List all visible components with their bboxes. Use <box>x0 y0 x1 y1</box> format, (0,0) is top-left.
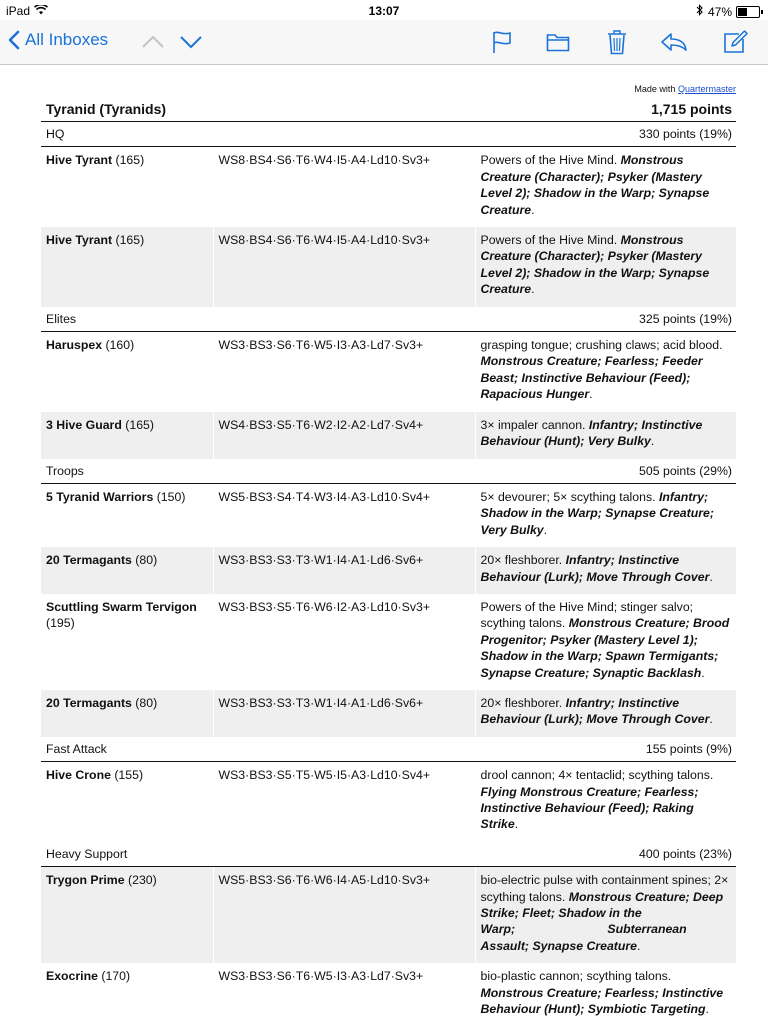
battery-level <box>738 8 747 16</box>
unit-name: 20 Termagants <box>46 695 132 710</box>
unit-rules-end: . <box>709 569 713 584</box>
unit-name: 3 Hive Guard <box>46 417 122 432</box>
section-name: Elites <box>41 307 475 332</box>
unit-wargear-cell <box>475 547 736 594</box>
unit-name: Exocrine <box>46 969 98 984</box>
battery-percent: 47% <box>707 4 732 19</box>
unit-row <box>41 412 736 459</box>
unit-cost: (160) <box>102 338 135 353</box>
back-button[interactable] <box>8 30 108 50</box>
roster-document <box>41 64 736 1026</box>
unit-wargear-cell <box>475 867 736 964</box>
flag-icon <box>491 30 513 54</box>
unit-stats: WS5·BS3·S6·T6·W6·I4·A5·Ld10·Sv3+ <box>213 867 475 964</box>
unit-cost: (195) <box>46 616 75 631</box>
unit-wargear: 3× impaler cannon. <box>480 417 589 432</box>
status-right <box>696 4 760 19</box>
unit-row <box>41 963 736 1026</box>
bluetooth-icon <box>696 4 704 19</box>
flag-button[interactable] <box>488 29 516 55</box>
army-title: Tyranid (Tyranids) <box>46 101 167 117</box>
unit-rules-end: . <box>514 817 519 832</box>
roster-table <box>41 121 736 1026</box>
unit-wargear-cell <box>475 762 736 842</box>
section-points: 400 points (23%) <box>475 842 736 867</box>
unit-rules-end: . <box>531 202 535 217</box>
section-name: Fast Attack <box>41 737 475 762</box>
unit-rules-end: . <box>637 938 641 953</box>
unit-rules-end: . <box>531 282 535 297</box>
unit-row <box>41 547 736 594</box>
compose-icon <box>723 30 749 54</box>
section-points: 155 points (9%) <box>475 737 736 762</box>
section-header-row <box>41 307 736 332</box>
unit-stats: WS5·BS3·S4·T4·W3·I4·A3·Ld10·Sv4+ <box>213 483 475 547</box>
unit-name-cell <box>41 762 213 842</box>
unit-name-cell <box>41 867 213 964</box>
unit-special-rules: Infantry; Instinctive Behaviour (Hunt); Very Bulky <box>480 417 703 449</box>
unit-special-rules: Monstrous Creature; Deep Strike; Fleet; Shadow in the Warp; Subterranean Assault; Synapse Creature <box>480 889 724 953</box>
mail-toolbar <box>0 20 768 65</box>
unit-special-rules: Monstrous Creature; Brood Progenitor; Psyker (Mastery Level 1); Shadow in the Warp; Spawn Termigants; Synapse Creature; Synaptic Backlash <box>480 616 730 680</box>
next-message-button[interactable] <box>177 29 205 55</box>
unit-name-cell <box>41 594 213 690</box>
unit-name-cell <box>41 412 213 459</box>
unit-rules-end: . <box>709 712 713 727</box>
section-header-row <box>41 459 736 484</box>
section-points: 330 points (19%) <box>475 122 736 147</box>
trash-icon <box>606 29 628 55</box>
unit-stats: WS3·BS3·S5·T5·W5·I5·A3·Ld10·Sv4+ <box>213 762 475 842</box>
section-header-row <box>41 842 736 867</box>
unit-rules-end: . <box>650 434 655 449</box>
reply-button[interactable] <box>660 29 688 55</box>
unit-wargear-cell <box>475 690 736 737</box>
unit-name: Trygon Prime <box>46 873 125 888</box>
unit-wargear-cell <box>475 412 736 459</box>
unit-cost: (150) <box>153 489 186 504</box>
unit-name: Haruspex <box>46 338 103 353</box>
folder-icon <box>546 32 570 52</box>
unit-wargear-cell <box>475 227 736 307</box>
unit-name-cell <box>41 147 213 227</box>
made-with-text: Made with <box>634 84 676 94</box>
unit-cost: (170) <box>97 969 131 984</box>
unit-row <box>41 690 736 737</box>
section-name: Heavy Support <box>41 842 475 867</box>
unit-stats: WS8·BS4·S6·T6·W4·I5·A4·Ld10·Sv3+ <box>213 147 475 227</box>
unit-name-cell <box>41 332 213 412</box>
unit-wargear-cell <box>475 963 736 1026</box>
unit-stats: WS3·BS3·S5·T6·W6·I2·A3·Ld10·Sv3+ <box>213 594 475 690</box>
unit-special-rules: Monstrous Creature; Fearless; Instinctive Behaviour (Hunt); Symbiotic Targeting <box>480 985 724 1017</box>
unit-name-cell <box>41 483 213 547</box>
unit-cost: (165) <box>112 153 145 168</box>
unit-row <box>41 483 736 547</box>
unit-wargear-cell <box>475 594 736 690</box>
section-name: Troops <box>41 459 475 484</box>
section-points: 325 points (19%) <box>475 307 736 332</box>
unit-wargear: grasping tongue; crushing claws; acid blood. <box>480 338 723 353</box>
roster-header <box>41 101 736 118</box>
unit-special-rules: Flying Monstrous Creature; Fearless; Instinctive Behaviour (Feed); Raking Strike <box>480 784 699 832</box>
section-name: HQ <box>41 122 475 147</box>
unit-stats: WS3·BS3·S6·T6·W5·I3·A3·Ld7·Sv3+ <box>213 332 475 412</box>
section-points: 505 points (29%) <box>475 459 736 484</box>
device-name: iPad <box>6 4 31 18</box>
unit-stats: WS3·BS3·S6·T6·W5·I3·A3·Ld7·Sv3+ <box>213 963 475 1026</box>
unit-wargear: 5× devourer; 5× scything talons. <box>480 489 659 504</box>
section-header-row <box>41 122 736 147</box>
battery-icon <box>736 6 760 18</box>
unit-wargear: 20× fleshborer. <box>480 553 566 568</box>
unit-wargear: 20× fleshborer. <box>480 695 566 710</box>
unit-cost: (165) <box>112 233 145 248</box>
unit-stats: WS3·BS3·S3·T3·W1·I4·A1·Ld6·Sv6+ <box>213 547 475 594</box>
unit-name-cell <box>41 547 213 594</box>
previous-message-button[interactable] <box>139 29 167 55</box>
unit-stats: WS3·BS3·S3·T3·W1·I4·A1·Ld6·Sv6+ <box>213 690 475 737</box>
unit-name: Hive Tyrant <box>46 153 113 168</box>
unit-row <box>41 762 736 842</box>
unit-row <box>41 227 736 307</box>
status-time: 13:07 <box>368 4 400 18</box>
section-header-row <box>41 737 736 762</box>
unit-wargear-cell <box>475 332 736 412</box>
chevron-left-icon <box>8 30 20 50</box>
unit-stats: WS8·BS4·S6·T6·W4·I5·A4·Ld10·Sv3+ <box>213 227 475 307</box>
unit-wargear: Powers of the Hive Mind. <box>480 153 621 168</box>
chevron-down-icon <box>179 35 203 49</box>
unit-cost: (80) <box>131 695 158 710</box>
unit-wargear: Powers of the Hive Mind. <box>480 233 621 248</box>
army-total-points: 1,715 points <box>651 101 732 117</box>
unit-row <box>41 332 736 412</box>
unit-row <box>41 147 736 227</box>
unit-rules-end: . <box>589 387 593 402</box>
trash-button[interactable] <box>603 29 631 55</box>
unit-name-cell <box>41 227 213 307</box>
unit-cost: (230) <box>124 873 157 888</box>
unit-rules-end: . <box>705 1002 709 1017</box>
unit-stats: WS4·BS3·S5·T6·W2·I2·A2·Ld7·Sv4+ <box>213 412 475 459</box>
back-button-label: All Inboxes <box>25 30 109 49</box>
unit-wargear-cell <box>475 147 736 227</box>
unit-row <box>41 867 736 964</box>
unit-name: Hive Tyrant <box>46 233 113 248</box>
unit-cost: (80) <box>131 553 158 568</box>
unit-name: Scuttling Swarm Tervigon <box>46 599 197 614</box>
unit-rules-end: . <box>543 522 548 537</box>
chevron-up-icon <box>141 35 165 49</box>
unit-name: 20 Termagants <box>46 553 132 568</box>
unit-name: 5 Tyranid Warriors <box>46 489 154 504</box>
quartermaster-link[interactable]: Quartermaster <box>677 84 736 94</box>
unit-cost: (155) <box>110 768 144 783</box>
unit-wargear: bio-electric pulse with containment spines; 2× scything talons. <box>480 873 729 904</box>
unit-row <box>41 594 736 690</box>
unit-rules-end: . <box>701 665 705 680</box>
unit-special-rules: Monstrous Creature; Fearless; Feeder Beast; Instinctive Behaviour (Feed); Rapacious Hunger <box>480 354 703 402</box>
unit-name-cell <box>41 963 213 1026</box>
status-bar <box>0 0 768 20</box>
unit-wargear: bio-plastic cannon; scything talons. <box>480 969 672 984</box>
move-to-folder-button[interactable] <box>544 29 572 55</box>
reply-arrow-icon <box>660 32 688 52</box>
unit-wargear-cell <box>475 483 736 547</box>
made-with-credit <box>41 84 736 96</box>
compose-button[interactable] <box>722 29 750 55</box>
unit-cost: (165) <box>121 417 154 432</box>
unit-name-cell <box>41 690 213 737</box>
unit-wargear: Powers of the Hive Mind; stinger salvo; scything talons. <box>480 599 694 631</box>
unit-special-rules: Infantry; Shadow in the Warp; Synapse Creature; Very Bulky <box>480 489 714 537</box>
unit-special-rules: Monstrous Creature (Character); Psyker (Mastery Level 2); Shadow in the Warp; Synapse Creature <box>480 233 710 297</box>
unit-special-rules: Monstrous Creature (Character); Psyker (Mastery Level 2); Shadow in the Warp; Synapse Creature <box>480 153 710 217</box>
unit-name: Hive Crone <box>46 768 111 783</box>
unit-special-rules: Infantry; Instinctive Behaviour (Lurk); Move Through Cover <box>480 553 710 584</box>
unit-wargear: drool cannon; 4× tentaclid; scything talons. <box>480 768 714 783</box>
unit-special-rules: Infantry; Instinctive Behaviour (Lurk); Move Through Cover <box>480 695 710 727</box>
